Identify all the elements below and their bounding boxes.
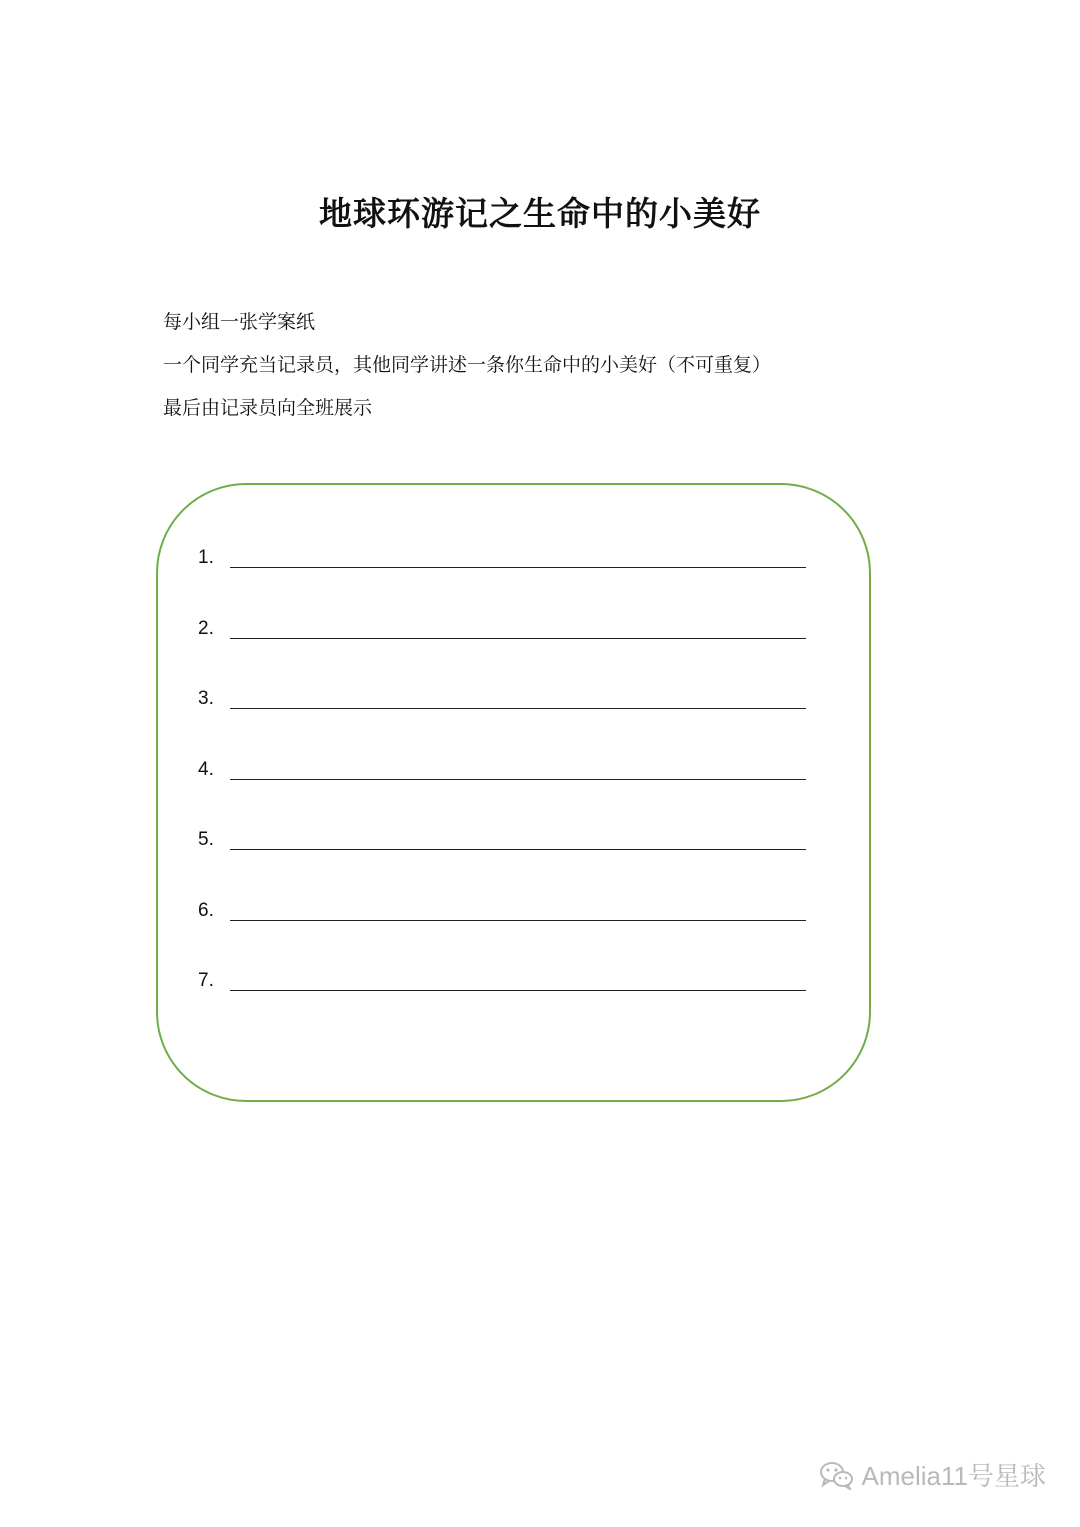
answer-blank-line[interactable] — [230, 755, 806, 780]
answer-number: 4. — [198, 759, 214, 780]
answer-blank-line[interactable] — [230, 896, 806, 921]
answer-number: 6. — [198, 900, 214, 921]
answer-line — [198, 822, 806, 852]
instructions — [163, 306, 963, 435]
watermark — [818, 1456, 1046, 1493]
answer-number: 3. — [198, 688, 214, 709]
answer-blank-line[interactable] — [230, 543, 806, 568]
instruction-line: 一个同学充当记录员，其他同学讲述一条你生命中的小美好（不可重复） — [163, 354, 772, 376]
instruction-line: 每小组一张学案纸 — [163, 311, 316, 333]
answer-box — [156, 483, 871, 1102]
watermark-text: Amelia11号星球 — [861, 1461, 1046, 1491]
answer-line — [198, 963, 806, 993]
answer-blank-line[interactable] — [230, 614, 806, 639]
answer-line — [198, 540, 806, 570]
answer-number: 5. — [198, 829, 214, 850]
answer-blank-line[interactable] — [230, 825, 806, 850]
answer-blank-line[interactable] — [230, 966, 806, 991]
answer-line — [198, 893, 806, 923]
answer-number: 7. — [198, 970, 214, 991]
instruction-line: 最后由记录员向全班展示 — [163, 397, 373, 419]
answer-line — [198, 611, 806, 641]
page-title: 地球环游记之生命中的小美好 — [319, 194, 761, 233]
answer-line — [198, 752, 806, 782]
answer-number: 1. — [198, 547, 214, 568]
answer-line — [198, 681, 806, 711]
wechat-icon — [818, 1460, 854, 1490]
answer-blank-line[interactable] — [230, 684, 806, 709]
answer-number: 2. — [198, 618, 214, 639]
